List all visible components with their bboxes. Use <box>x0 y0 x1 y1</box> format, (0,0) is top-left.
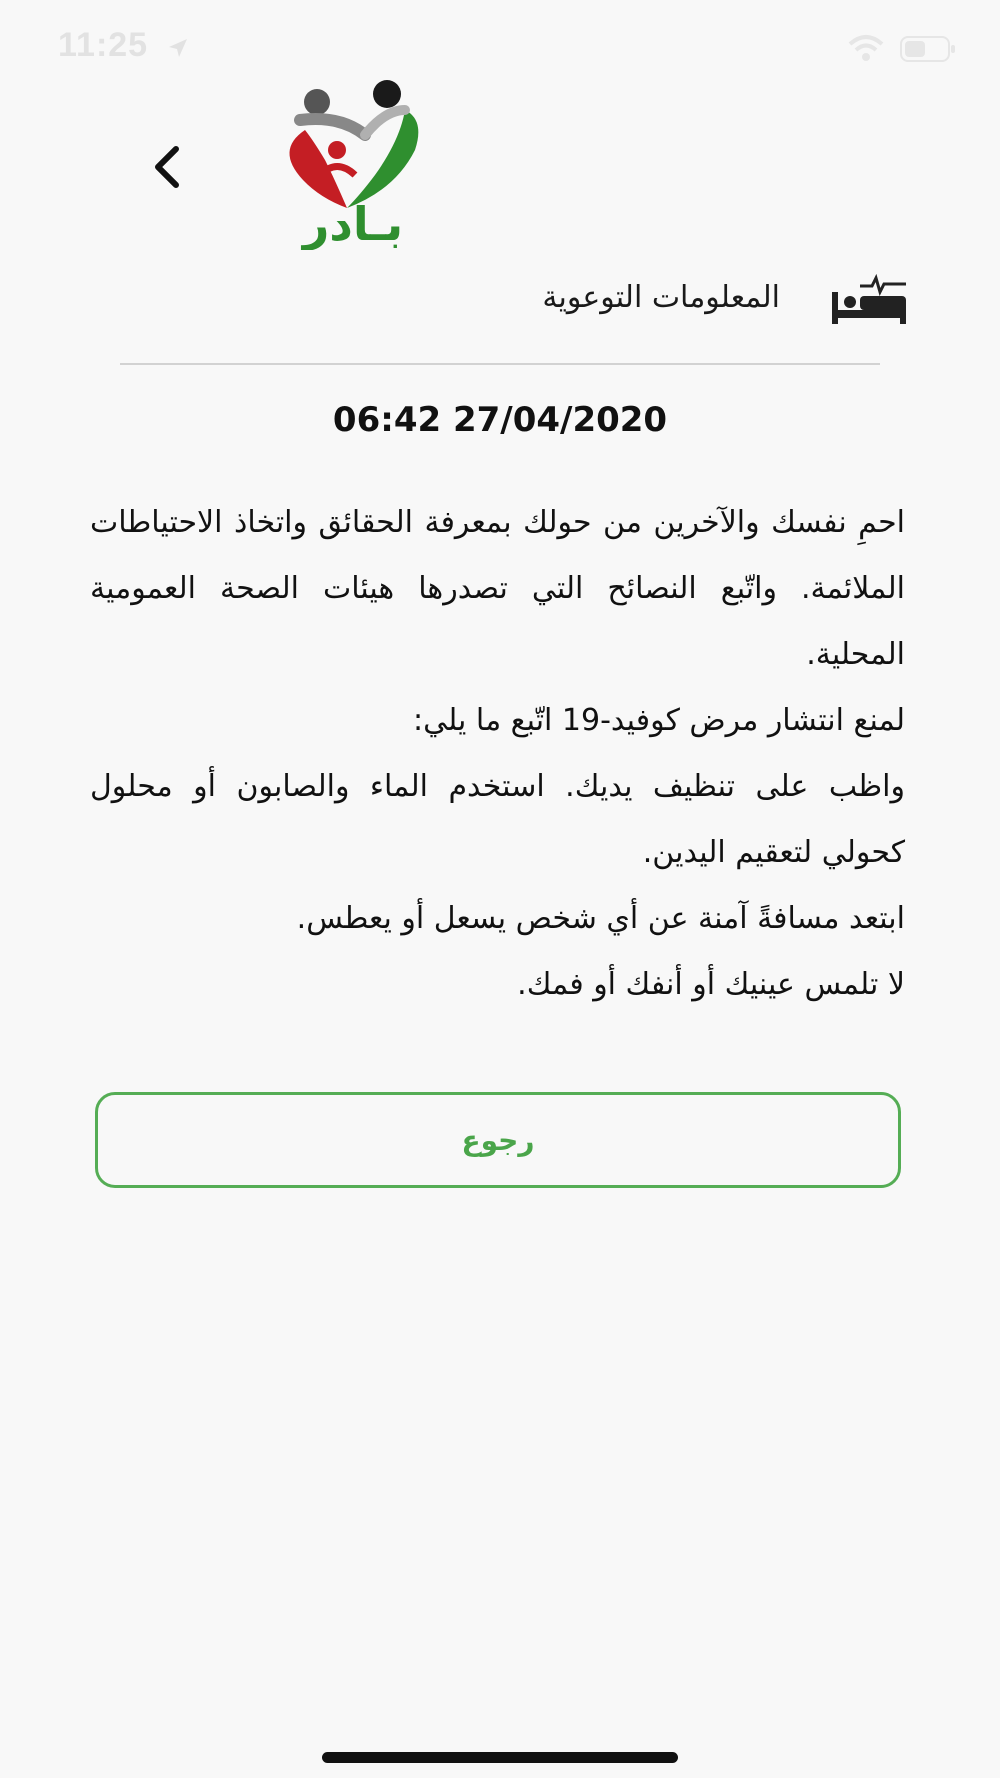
home-indicator[interactable] <box>322 1752 678 1763</box>
article-paragraph: لا تلمس عينيك أو أنفك أو فمك. <box>517 967 905 1002</box>
status-bar <box>0 0 1000 100</box>
return-button-label: رجوع <box>461 1123 535 1157</box>
back-button[interactable] <box>138 140 196 198</box>
article-body <box>90 490 905 1018</box>
section-header <box>120 270 910 340</box>
divider <box>120 363 880 365</box>
hospital-bed-icon <box>830 272 910 332</box>
location-arrow-icon <box>166 36 190 64</box>
battery-icon <box>900 36 956 66</box>
wifi-icon <box>848 34 884 66</box>
return-button[interactable] <box>95 1092 901 1188</box>
article-paragraph: لمنع انتشار مرض كوفيد-19 اتّبع ما يلي: <box>413 703 905 738</box>
article-datetime: 06:42 27/04/2020 <box>332 400 668 440</box>
article-paragraph: واظب على تنظيف يديك. استخدم الماء والصابون أو محلول كحولي لتعقيم اليدين. <box>90 769 905 870</box>
article-paragraph: احمِ نفسك والآخرين من حولك بمعرفة الحقائق واتخاذ الاحتياطات الملائمة. واتّبع النصائح التي تصدرها هيئات الصحة العمومية المحلية. <box>90 505 905 672</box>
status-time: 11:25 <box>58 26 149 64</box>
logo-text: بـادر <box>302 197 404 250</box>
app-logo <box>265 80 435 250</box>
article-paragraph: ابتعد مسافةً آمنة عن أي شخص يسعل أو يعطس. <box>296 901 905 936</box>
back-chevron-icon <box>150 145 184 193</box>
section-title: المعلومات التوعوية <box>542 280 780 315</box>
